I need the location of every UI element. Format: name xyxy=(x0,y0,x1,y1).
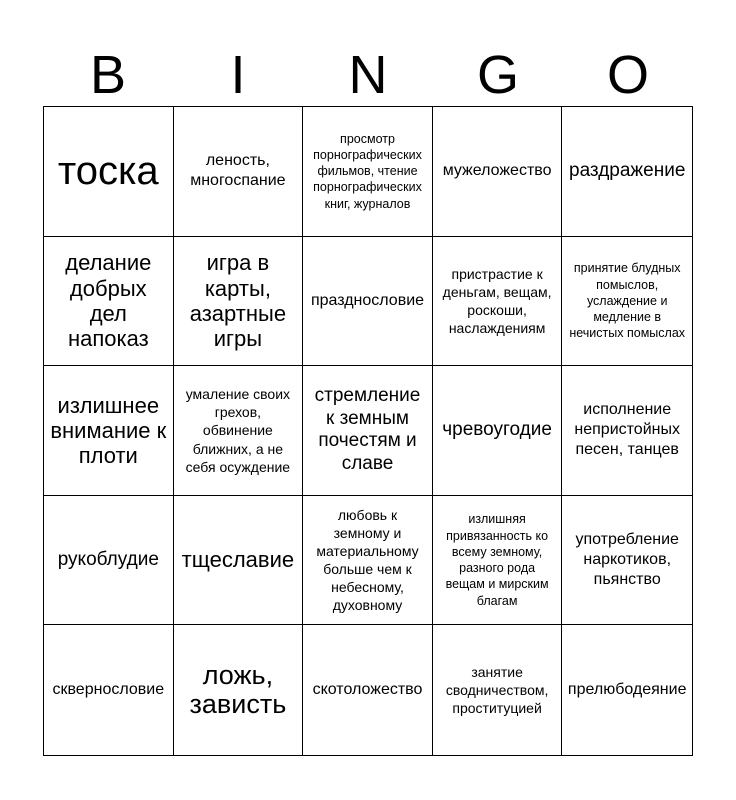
bingo-cell[interactable]: употребление наркотиков, пьянство xyxy=(562,496,692,626)
header-letter-i: I xyxy=(230,45,246,105)
bingo-card-grid xyxy=(43,106,693,756)
bingo-cell[interactable]: раздражение xyxy=(562,107,692,237)
bingo-cell[interactable]: принятие блудных помыслов, услаждение и медление в нечистых помыслах xyxy=(562,237,692,367)
header-letter-g: G xyxy=(476,45,519,105)
bingo-cell[interactable]: прелюбодеяние xyxy=(567,681,687,699)
header-letter-b: B xyxy=(89,45,127,105)
bingo-cell[interactable]: излишнее внимание к плоти xyxy=(44,366,174,496)
bingo-cell[interactable]: леность, многоспание xyxy=(174,107,304,237)
bingo-header xyxy=(43,42,693,106)
header-letter-n: N xyxy=(348,45,388,105)
header-letter-o: O xyxy=(606,45,649,105)
bingo-cell[interactable]: излишняя привязанность ко всему земному, разного рода вещам и мирским благам xyxy=(433,496,563,626)
bingo-cell[interactable]: пристрастие к деньгам, вещам, роскоши, наслаждениям xyxy=(433,237,563,367)
bingo-cell[interactable]: мужеложество xyxy=(433,107,563,237)
bingo-cell[interactable]: сквернословие xyxy=(44,625,174,755)
bingo-cell[interactable]: тщеславие xyxy=(174,496,304,626)
bingo-cell[interactable]: просмотр порнографических фильмов, чтение порнографических книг, журналов xyxy=(303,107,433,237)
bingo-cell[interactable]: рукоблудие xyxy=(44,496,174,626)
bingo-cell[interactable]: чревоугодие xyxy=(433,366,563,496)
bingo-cell[interactable]: тоска xyxy=(44,107,174,237)
bingo-cell[interactable]: ложь, зависть xyxy=(174,625,304,755)
bingo-cell[interactable]: умаление своих грехов, обвинение ближних, а не себя осуждение xyxy=(174,366,304,496)
bingo-cell[interactable]: празднословие xyxy=(303,237,433,367)
bingo-cell[interactable]: занятие сводничеством, проституцией xyxy=(433,625,563,755)
bingo-cell[interactable]: игра в карты, азартные игры xyxy=(174,237,304,367)
bingo-cell[interactable]: делание добрых дел напоказ xyxy=(44,237,174,367)
bingo-cell[interactable]: исполнение непристойных песен, танцев xyxy=(562,366,692,496)
bingo-cell[interactable]: скотоложество xyxy=(303,625,433,755)
bingo-cell[interactable]: стремление к земным почестям и славе xyxy=(303,366,433,496)
bingo-cell[interactable]: любовь к земному и материальному больше чем к небесному, духовному xyxy=(303,496,433,626)
